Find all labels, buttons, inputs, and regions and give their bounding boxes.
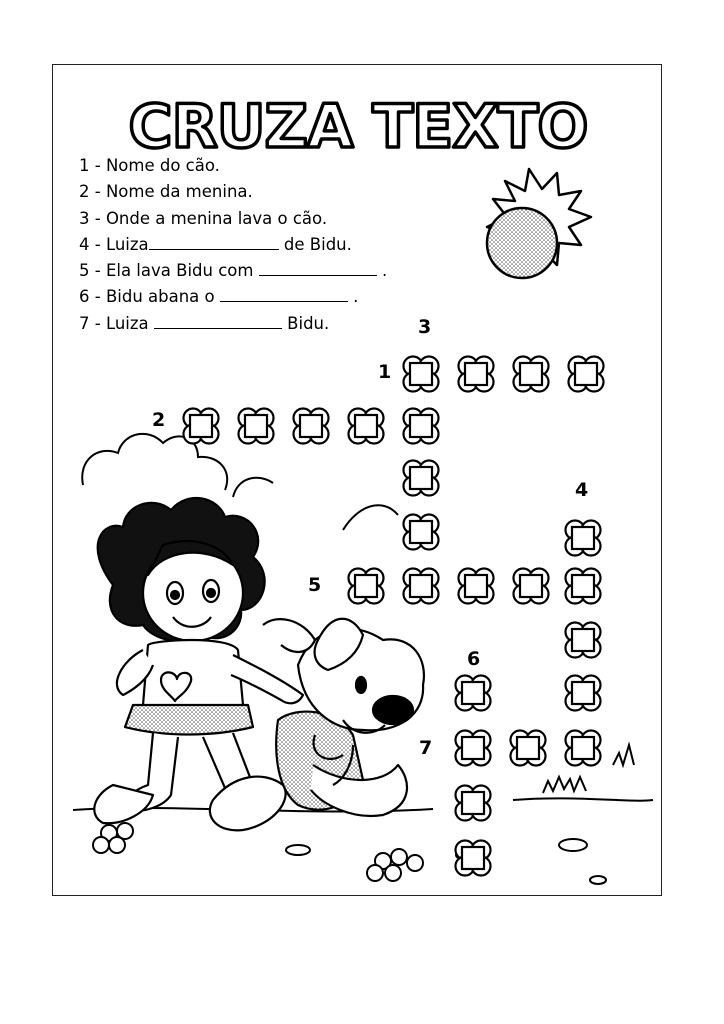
grid-number-5: 5 (308, 574, 322, 596)
answer-blank[interactable] (220, 287, 348, 302)
crossword-cell[interactable] (566, 676, 601, 711)
answer-blank[interactable] (149, 235, 279, 250)
crossword-cell[interactable] (404, 357, 439, 392)
dog-illustration (263, 619, 424, 816)
page-title: CRUZA TEXTO (128, 92, 588, 162)
clue-1: 1 - Nome do cão. (79, 156, 220, 175)
clue-3: 3 - Onde a menina lava o cão. (79, 208, 328, 228)
crossword-cell[interactable] (404, 409, 439, 444)
grid-number-2: 2 (152, 409, 166, 431)
crossword-cell[interactable] (404, 569, 439, 604)
crossword-cell[interactable] (294, 409, 329, 444)
clue-2: 2 - Nome da menina. (79, 182, 253, 202)
crossword-cell[interactable] (404, 515, 439, 550)
crossword-cell[interactable] (456, 786, 491, 821)
grid-number-6: 6 (467, 648, 481, 670)
grid-number-7: 7 (419, 737, 433, 759)
answer-blank[interactable] (154, 314, 282, 329)
clue-4: 4 - Luiza de Bidu. (79, 234, 352, 254)
crossword-cell[interactable] (566, 623, 601, 658)
crossword-cell[interactable] (459, 357, 494, 392)
clue-6: 6 - Bidu abana o . (79, 287, 359, 307)
answer-blank[interactable] (259, 261, 377, 276)
grid-number-4: 4 (575, 479, 589, 501)
clue-5: 5 - Ela lava Bidu com . (79, 261, 388, 281)
flower-icon (93, 823, 423, 881)
girl-illustration (94, 498, 303, 830)
grid-number-1: 1 (378, 361, 392, 383)
clue-7: 7 - Luiza Bidu. (79, 313, 330, 333)
crossword-cell[interactable] (349, 569, 384, 604)
crossword-cell[interactable] (456, 841, 491, 876)
grid-number-3: 3 (418, 316, 432, 338)
crossword-cell[interactable] (459, 569, 494, 604)
crossword-cell[interactable] (404, 461, 439, 496)
crossword-cell[interactable] (566, 731, 601, 766)
sun-icon (487, 169, 591, 278)
crossword-cell[interactable] (349, 409, 384, 444)
crossword-cell[interactable] (239, 409, 274, 444)
clue-list (79, 153, 387, 337)
crossword-cell[interactable] (511, 731, 546, 766)
crossword-cell[interactable] (456, 731, 491, 766)
crossword-cell[interactable] (456, 676, 491, 711)
crossword-cell[interactable] (566, 521, 601, 556)
crossword-cell[interactable] (569, 357, 604, 392)
worksheet (52, 64, 662, 896)
crossword-cell[interactable] (514, 569, 549, 604)
crossword-cell[interactable] (566, 569, 601, 604)
crossword-cell[interactable] (184, 409, 219, 444)
crossword-cell[interactable] (514, 357, 549, 392)
